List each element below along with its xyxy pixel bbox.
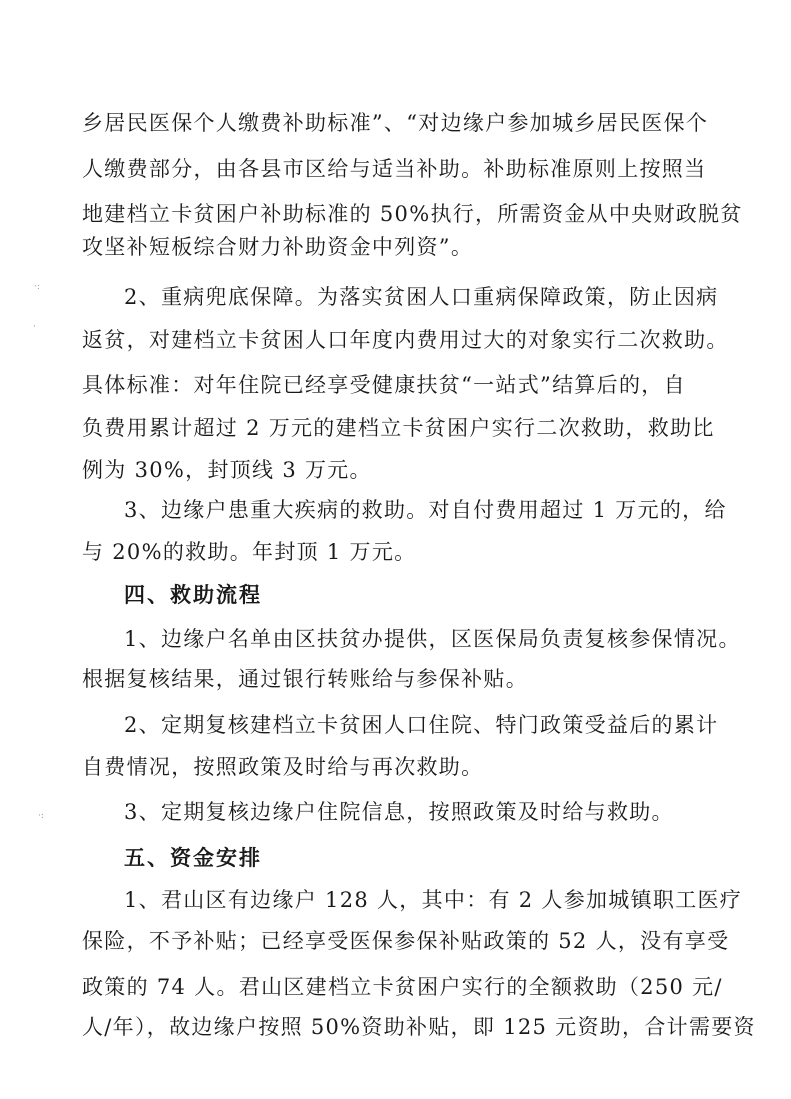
scan-speck: ·: bbox=[38, 811, 44, 821]
paragraph-line: 负费用累计超过 2 万元的建档立卡贫困户实行二次救助，救助比 bbox=[82, 416, 715, 440]
scan-speck: ·: bbox=[34, 282, 40, 292]
paragraph-line: 人/年），故边缘户按照 50%资助补贴，即 125 元资助，合计需要资 bbox=[82, 1015, 756, 1039]
paragraph-line: 人缴费部分，由各县市区给与适当补助。补助标准原则上按照当 bbox=[82, 157, 707, 181]
paragraph-line: 2、定期复核建档立卡贫困人口住院、特门政策受益后的累计 bbox=[124, 713, 719, 737]
paragraph-line: 3、边缘户患重大疾病的救助。对自付费用超过 1 万元的，给 bbox=[124, 498, 727, 522]
paragraph-line: 根据复核结果，通过银行转账给与参保补贴。 bbox=[82, 667, 528, 691]
scan-speck: · bbox=[33, 322, 36, 332]
paragraph-line: 例为 30%，封顶线 3 万元。 bbox=[82, 458, 372, 482]
paragraph-line: 自费情况，按照政策及时给与再次救助。 bbox=[82, 755, 484, 779]
paragraph-line: 攻坚补短板综合财力补助资金中列资”。 bbox=[82, 235, 474, 259]
paragraph-line: 3、定期复核边缘户住院信息，按照政策及时给与救助。 bbox=[124, 800, 674, 824]
paragraph-line: 乡居民医保个人缴费补助标准”、“对边缘户参加城乡居民医保个 bbox=[82, 111, 709, 135]
paragraph-line: 1、君山区有边缘户 128 人，其中：有 2 人参加城镇职工医疗 bbox=[124, 888, 743, 912]
paragraph-line: 保险，不予补贴；已经享受医保参保补贴政策的 52 人，没有享受 bbox=[82, 929, 730, 953]
paragraph-line: 政策的 74 人。君山区建档立卡贫困户实行的全额救助（250 元/ bbox=[82, 975, 723, 999]
paragraph-line: 返贫，对建档立卡贫困人口年度内费用过大的对象实行二次救助。 bbox=[82, 328, 729, 352]
paragraph-line: 与 20%的救助。年封顶 1 万元。 bbox=[82, 540, 417, 564]
section-heading: 四、救助流程 bbox=[124, 582, 262, 607]
paragraph-line: 具体标准：对年住院已经享受健康扶贫“一站式”结算后的，自 bbox=[82, 373, 686, 397]
paragraph-line: 地建档立卡贫困户补助标准的 50%执行，所需资金从中央财政脱贫 bbox=[82, 202, 743, 226]
paragraph-line: 2、重病兜底保障。为落实贫困人口重病保障政策，防止因病 bbox=[124, 285, 719, 309]
paragraph-line: 1、边缘户名单由区扶贫办提供，区医保局负责复核参保情况。 bbox=[124, 627, 741, 651]
section-heading: 五、资金安排 bbox=[124, 845, 262, 870]
